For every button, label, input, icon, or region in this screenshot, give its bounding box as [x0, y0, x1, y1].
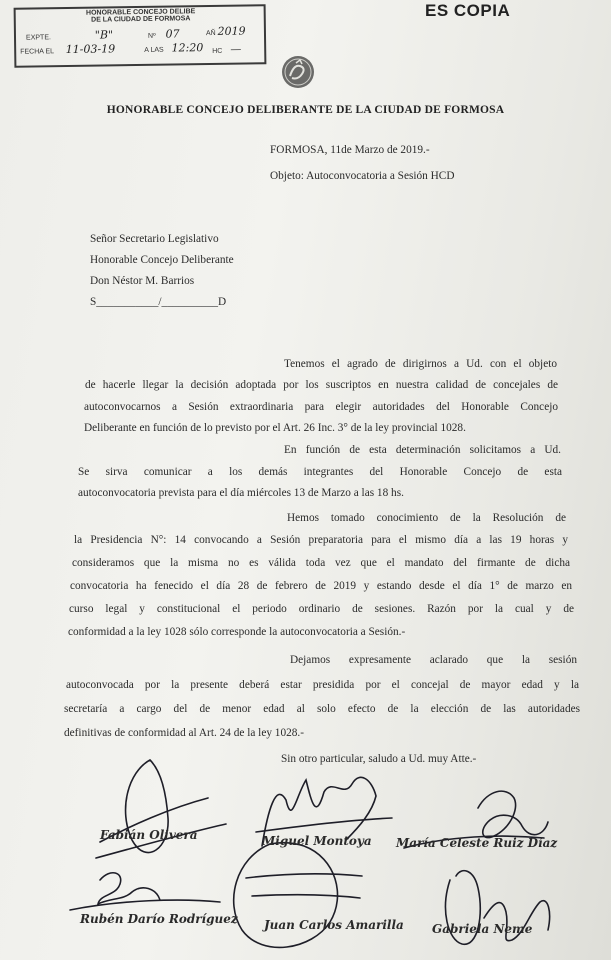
- paragraph-2-line: Se sirva comunicar a los demás integrantes del Honorable Concejo de esta: [78, 466, 562, 478]
- stamp-title-line1: HONORABLE CONCEJO DELIBE: [85, 8, 196, 17]
- stamp-date-label: FECHA EL: [20, 48, 54, 56]
- signature-name-5: Juan Carlos Amarilla: [264, 918, 404, 932]
- stamp-hour-label: A LAS: [144, 46, 164, 54]
- stamp-title-line2: DE LA CIUDAD DE FORMOSA: [91, 15, 191, 24]
- addressee-line3: Don Néstor M. Barrios: [90, 275, 195, 287]
- stamp-number-value: 07: [165, 27, 180, 41]
- date-line: FORMOSA, 11de Marzo de 2019.-: [270, 144, 430, 156]
- paragraph-2-line: En función de esta determinación solicitamos a Ud.: [284, 444, 561, 456]
- paragraph-3-line: consideramos que la misma no es válida toda vez que el mandato del firmante de dicha: [72, 557, 570, 569]
- paragraph-4-line: definitivas de conformidad al Art. 24 de la ley 1028.-: [64, 727, 304, 739]
- paragraph-1-line: Deliberante en función de lo previsto por el Art. 26 Inc. 3° de la ley provincial 1028.: [84, 422, 466, 434]
- stamp-year: [206, 25, 246, 39]
- paragraph-3-line: la Presidencia N°: 14 convocando a Sesión preparatoria para el mismo día a las 19 horas y: [74, 534, 568, 546]
- addressee-line4: S___________/__________D: [90, 296, 227, 308]
- paragraph-2-line: autoconvocatoria prevista para el día miércoles 13 de Marzo a las 18 hs.: [78, 487, 404, 499]
- stamp-date: [20, 42, 115, 56]
- stamp-year-label: AÑ: [205, 29, 216, 38]
- signature-4-stroke: [98, 873, 160, 904]
- stamp-hour-value: 12:20: [171, 41, 204, 55]
- signature-name-6: Gabriela Neme: [432, 922, 533, 936]
- signature-2-stroke: [256, 818, 392, 832]
- paragraph-1-line: Tenemos el agrado de dirigirnos a Ud. con el objeto: [284, 358, 557, 370]
- paragraph-4-line: secretaría a cargo del de menor edad al solo efecto de la elección de las autoridades: [64, 703, 580, 715]
- paragraph-3-line: Hemos tomado conocimiento de la Resolución de: [287, 512, 566, 524]
- signature-name-3: María Celeste Ruiz Díaz: [396, 836, 558, 850]
- signature-4-stroke: [70, 900, 220, 910]
- paragraph-1-line: de hacerle llegar la decisión adoptada por los suscriptos en nuestra calidad de concejales de: [85, 379, 558, 391]
- reception-stamp: [14, 4, 267, 68]
- signature-3-stroke: [478, 791, 548, 837]
- stamp-hour: [144, 41, 203, 55]
- stamp-date-value: 11-03-19: [65, 42, 116, 57]
- signature-name-2: Miguel Montoya: [262, 834, 372, 848]
- paragraph-3-line: curso legal y constitucional el periodo ordinario de sesiones. Razón por la cual y de: [69, 603, 574, 615]
- subject-line: Objeto: Autoconvocatoria a Sesión HCD: [270, 170, 455, 182]
- stamp-title: [56, 8, 226, 24]
- paragraph-3-line: convocatoria ha fenecido el día 28 de febrero de 2019 y estando desde el día 1° de marzo en: [70, 580, 572, 592]
- es-copia-watermark: ES COPIA: [425, 1, 511, 20]
- stamp-number: [148, 27, 180, 40]
- closing-line: Sin otro particular, saludo a Ud. muy Atte.-: [281, 753, 477, 765]
- signature-5-stroke: [246, 874, 362, 898]
- stamp-number-label: Nº: [147, 32, 156, 40]
- addressee-line2: Honorable Concejo Deliberante: [90, 254, 234, 266]
- institution-seal-icon: [280, 54, 316, 90]
- stamp-expte-value: "B": [94, 28, 114, 42]
- paragraph-3-line: conformidad a la ley 1028 sólo corresponde la autoconvocatoria a Sesión.-: [68, 626, 406, 638]
- stamp-year-value: 2019: [217, 24, 246, 38]
- addressee-line1: Señor Secretario Legislativo: [90, 233, 219, 245]
- stamp-hc: HC —: [212, 42, 242, 56]
- paragraph-4-line: Dejamos expresamente aclarado que la sesión: [290, 654, 577, 666]
- stamp-expte: [26, 28, 113, 42]
- stamp-hc-label: HC: [212, 47, 223, 55]
- paragraph-1-line: autoconvocarnos a Sesión extraordinaria para elegir autoridades del Honorable Concejo: [84, 401, 558, 413]
- page-title: HONORABLE CONCEJO DELIBERANTE DE LA CIUDAD DE FORMOSA: [106, 104, 505, 116]
- stamp-expte-label: EXPTE.: [25, 34, 51, 42]
- signature-name-1: Fabián Olivera: [100, 828, 198, 842]
- paragraph-4-line: autoconvocada por la presente deberá estar presidida por el concejal de mayor edad y la: [66, 679, 579, 691]
- signature-name-4: Rubén Darío Rodríguez: [80, 912, 238, 926]
